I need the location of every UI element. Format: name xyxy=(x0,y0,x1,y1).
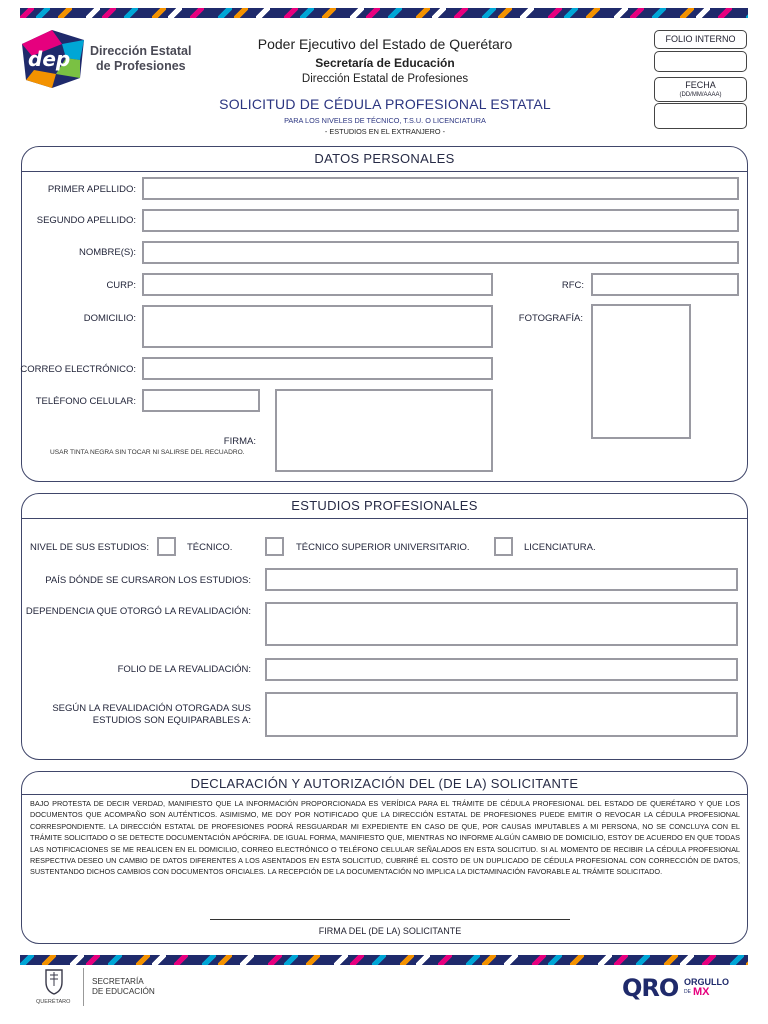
band-chevron xyxy=(498,8,512,18)
band-chevron xyxy=(174,955,188,965)
folio-interno-field[interactable] xyxy=(654,51,747,72)
band-chevron xyxy=(350,955,364,965)
footer-estado: QUERÉTARO xyxy=(36,999,71,1005)
equiparables-field[interactable] xyxy=(265,692,738,737)
band-chevron xyxy=(300,8,314,18)
band-chevron xyxy=(466,955,480,965)
rfc-label: RFC: xyxy=(561,280,584,291)
fecha-label: FECHA xyxy=(685,80,716,90)
equiparables-label-1: SEGÚN LA REVALIDACIÓN OTORGADA SUS xyxy=(52,703,251,714)
band-chevron xyxy=(42,955,56,965)
folio-revalidacion-label: FOLIO DE LA REVALIDACIÓN: xyxy=(117,664,251,675)
band-chevron xyxy=(322,8,336,18)
fecha-field[interactable] xyxy=(654,103,747,129)
equiparables-label-2: ESTUDIOS SON EQUIPARABLES A: xyxy=(92,715,251,726)
direccion-title: Dirección Estatal de Profesiones xyxy=(301,73,469,85)
secretaria-title: Secretaría de Educación xyxy=(315,56,455,70)
declaracion-rule xyxy=(21,794,748,795)
segundo-apellido-field[interactable] xyxy=(142,209,739,232)
licenciatura-label: LICENCIATURA. xyxy=(524,542,596,553)
telefono-label: TELÉFONO CELULAR: xyxy=(35,396,136,407)
band-chevron xyxy=(438,955,452,965)
band-chevron xyxy=(630,8,644,18)
datos-personales-rule xyxy=(21,171,748,172)
dependencia-field[interactable] xyxy=(265,602,738,646)
estudios-title: ESTUDIOS PROFESIONALES xyxy=(291,498,478,513)
band-chevron xyxy=(218,955,232,965)
band-chevron xyxy=(400,955,414,965)
band-chevron xyxy=(664,955,678,965)
fotografia-box[interactable] xyxy=(591,304,691,439)
band-chevron xyxy=(680,955,694,965)
tecnico-checkbox[interactable] xyxy=(157,537,176,556)
nivel-label: NIVEL DE SUS ESTUDIOS: xyxy=(30,542,149,553)
band-chevron xyxy=(614,955,628,965)
band-chevron xyxy=(586,8,600,18)
fotografia-label: FOTOGRAFÍA: xyxy=(518,313,583,324)
tsu-label: TÉCNICO SUPERIOR UNIVERSITARIO. xyxy=(296,542,470,553)
firma-solicitante-line[interactable] xyxy=(210,919,570,920)
band-chevron xyxy=(454,8,468,18)
declaracion-title: DECLARACIÓN Y AUTORIZACIÓN DEL (DE LA) SOLICITANTE xyxy=(190,776,579,791)
domicilio-label: DOMICILIO: xyxy=(83,313,136,324)
qro-logo xyxy=(622,974,734,1004)
footer-divider xyxy=(83,968,84,1006)
band-chevron xyxy=(746,8,748,18)
band-chevron xyxy=(284,955,298,965)
band-chevron xyxy=(548,955,562,965)
band-chevron xyxy=(36,8,50,18)
firma-label: FIRMA: xyxy=(223,436,256,447)
form-subtitle: PARA LOS NIVELES DE TÉCNICO, T.S.U. O LICENCIATURA xyxy=(284,116,486,125)
tinta-instruction: USAR TINTA NEGRA SIN TOCAR NI SALIRSE DEL RECUADRO. xyxy=(50,449,245,456)
rfc-field[interactable] xyxy=(591,273,739,296)
band-chevron xyxy=(70,955,84,965)
primer-apellido-field[interactable] xyxy=(142,177,739,200)
band-chevron xyxy=(416,955,430,965)
band-chevron xyxy=(416,8,430,18)
band-chevron xyxy=(482,955,496,965)
band-chevron xyxy=(102,8,116,18)
band-chevron xyxy=(652,8,666,18)
tecnico-label: TÉCNICO. xyxy=(187,542,233,553)
band-chevron xyxy=(504,955,518,965)
form-subtitle-2: - ESTUDIOS EN EL EXTRANJERO - xyxy=(324,127,446,136)
band-chevron xyxy=(168,8,182,18)
band-chevron xyxy=(152,8,166,18)
band-chevron xyxy=(234,8,248,18)
estudios-rule xyxy=(21,518,748,519)
dependencia-label: DEPENDENCIA QUE OTORGÓ LA REVALIDACIÓN: xyxy=(25,606,251,617)
band-chevron xyxy=(124,8,138,18)
bottom-decorative-band xyxy=(20,955,748,965)
top-decorative-band xyxy=(20,8,748,18)
telefono-field[interactable] xyxy=(142,389,260,412)
band-chevron xyxy=(482,8,496,18)
nombres-field[interactable] xyxy=(142,241,739,264)
pais-label: PAÍS DÓNDE SE CURSARON LOS ESTUDIOS: xyxy=(45,575,251,586)
band-chevron xyxy=(520,8,534,18)
band-chevron xyxy=(136,955,150,965)
band-chevron xyxy=(730,955,744,965)
band-chevron xyxy=(432,8,446,18)
band-chevron xyxy=(152,955,166,965)
band-chevron xyxy=(532,955,546,965)
primer-apellido-label: PRIMER APELLIDO: xyxy=(47,184,136,195)
form-title: SOLICITUD DE CÉDULA PROFESIONAL ESTATAL xyxy=(219,96,551,112)
gov-title: Poder Ejecutivo del Estado de Querétaro xyxy=(257,36,513,52)
datos-personales-title: DATOS PERSONALES xyxy=(314,151,455,166)
band-chevron xyxy=(598,955,612,965)
band-chevron xyxy=(20,8,34,18)
band-chevron xyxy=(718,8,732,18)
band-chevron xyxy=(86,955,100,965)
queretaro-seal-icon xyxy=(42,966,66,996)
band-chevron xyxy=(108,955,122,965)
folio-revalidacion-field[interactable] xyxy=(265,658,738,681)
band-chevron xyxy=(86,8,100,18)
band-chevron xyxy=(388,8,402,18)
band-chevron xyxy=(372,955,386,965)
qro-logo-text: QRO xyxy=(622,974,679,1002)
band-chevron xyxy=(548,8,562,18)
logo-text: dep xyxy=(28,47,71,71)
band-chevron xyxy=(20,955,34,965)
band-chevron xyxy=(680,8,694,18)
folio-interno-label: FOLIO INTERNO xyxy=(665,34,736,44)
firma-solicitante-label: FIRMA DEL (DE LA) SOLICITANTE xyxy=(318,926,462,936)
band-chevron xyxy=(202,955,216,965)
qro-de: DE xyxy=(684,989,691,995)
firma-box[interactable] xyxy=(275,389,493,472)
band-chevron xyxy=(366,8,380,18)
tsu-checkbox[interactable] xyxy=(265,537,284,556)
band-chevron xyxy=(696,8,710,18)
domicilio-field[interactable] xyxy=(142,305,493,348)
qro-mx: MX xyxy=(693,986,710,998)
dep-logo xyxy=(22,30,84,88)
band-chevron xyxy=(240,955,254,965)
band-chevron xyxy=(190,8,204,18)
logo-name: Dirección Estatal de Profesiones xyxy=(90,44,192,73)
licenciatura-checkbox[interactable] xyxy=(494,537,513,556)
qro-orgullo: ORGULLO xyxy=(684,977,729,987)
band-chevron xyxy=(218,8,232,18)
band-chevron xyxy=(350,8,364,18)
band-chevron xyxy=(268,955,282,965)
band-chevron xyxy=(256,8,270,18)
footer-secretaria: SECRETARÍA DE EDUCACIÓN xyxy=(92,977,155,996)
band-chevron xyxy=(746,955,748,965)
segundo-apellido-label: SEGUNDO APELLIDO: xyxy=(36,215,136,226)
pais-field[interactable] xyxy=(265,568,738,591)
band-chevron xyxy=(306,955,320,965)
declaracion-text: BAJO PROTESTA DE DECIR VERDAD, MANIFIESTO QUE LA INFORMACIÓN PROPORCIONADA ES VERÍDICA PARA EL TRÁMITE DE CÉDULA PROFESIONAL DEL ESTADO DE QUERÉTARO Y QUE LOS DOCUMENTOS QUE ACOMPAÑO SON AUTÉNTICOS. ASIMISMO, ME DOY POR NOTIFICADO QUE LA DIRECCIÓN ESTATAL DE PROFESIONES PUEDE EMITIR O REVOCAR LA CÉDULA PROFESIONAL CORRESPONDIENTE. LA DIRECCIÓN ESTATAL DE PROFESIONES PODRÁ RESGUARDAR MI EXPEDIENTE EN CASO DE QUE, POR CAUSAS IMPUTABLES A MI PERSONA, NO SE CONCLUYA CON EL TRÁMITE SOLICITADO O SE DETECTE DOCUMENTACIÓN APÓCRIFA. DE IGUAL FORMA, MANIFIESTO QUE, MIENTRAS NO INFORME ALGÚN CAMBIO DE DOMICILIO, ESTOY DE ACUERDO EN QUE TODAS LAS NOTIFICACIONES SE ME REALICEN EN EL DOMICILIO, CORREO ELECTRÓNICO O TELÉFONO CELULAR SEÑALADOS EN ESTA SOLICITUD. SI AL MOMENTO DE RECIBIR LA CÉDULA PROFESIONAL RESPECTIVA DESEO UN CAMBIO DE DATOS DIFERENTES A LOS ASENTADOS EN ESTA SOLICITUD, CUBRIRÉ EL COSTO DE UN DUPLICADO DE CÉDULA PROFESIONAL CON CORRECCIÓN DE DATOS, SUSTENTANDO DICHOS CAMBIOS CON DOCUMENTOS OFICIALES. LA RECEPCIÓN DE LA DOCUMENTACIÓN NO IMPLICA LA DICTAMINACIÓN FAVORABLE AL TRÁMITE SOLICITADO. xyxy=(30,799,740,877)
band-chevron xyxy=(702,955,716,965)
band-chevron xyxy=(570,955,584,965)
curp-label: CURP: xyxy=(106,280,136,291)
nombres-label: NOMBRE(S): xyxy=(79,247,136,258)
band-chevron xyxy=(334,955,348,965)
correo-label: CORREO ELECTRÓNICO: xyxy=(20,364,136,375)
curp-field[interactable] xyxy=(142,273,493,296)
band-chevron xyxy=(564,8,578,18)
band-chevron xyxy=(614,8,628,18)
fecha-format: (DD/MM/AAAA) xyxy=(679,92,722,98)
band-chevron xyxy=(636,955,650,965)
correo-field[interactable] xyxy=(142,357,493,380)
band-chevron xyxy=(58,8,72,18)
band-chevron xyxy=(284,8,298,18)
